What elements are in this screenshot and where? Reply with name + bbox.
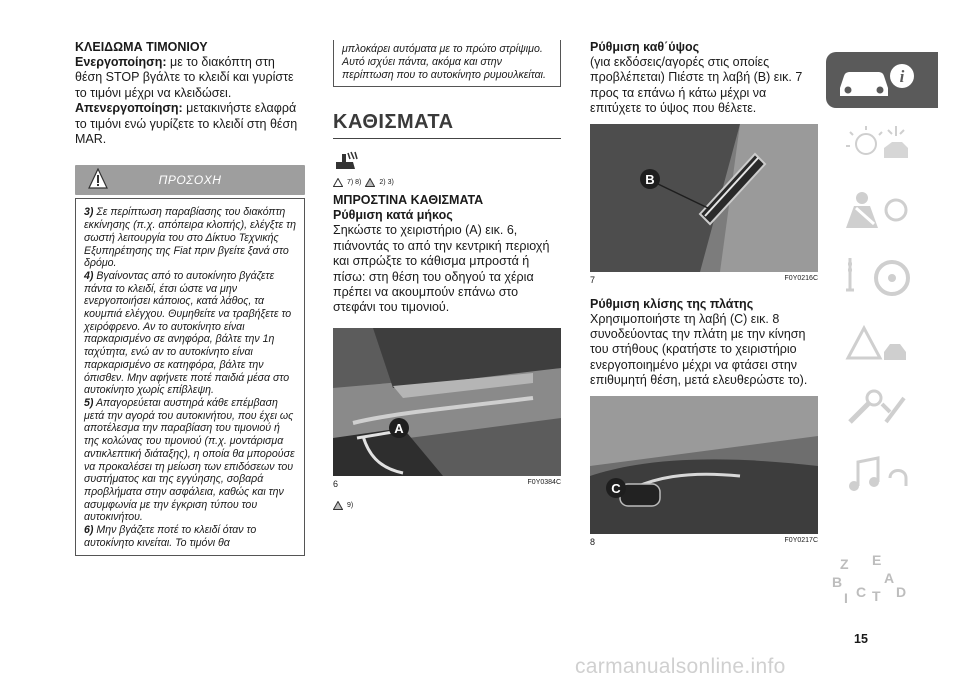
deactivation-paragraph bbox=[75, 101, 305, 147]
tab-index[interactable] bbox=[826, 550, 938, 606]
warning-item: 6) Μην βγάζετε ποτέ το κλειδί όταν το αυτοκίνητο κινείται. Το τιμόνι θα bbox=[84, 524, 257, 549]
column-left bbox=[75, 40, 305, 556]
maintenance-icon bbox=[826, 382, 938, 438]
figure-8-number: 8 bbox=[590, 536, 596, 547]
warning-item: 4) Βγαίνοντας από το αυτοκίνητο βγάζετε πάντα το κλειδί, έτσι ώστε να μην ενεργοποιήσει κάποιος, κατά λάθος, τα κουμπιά ελέγχου. Θυμηθείτε να τραβήξετε το χειρόφρενο. Αν το αυτοκίνητο είναι παρκαρισμένο σε ανηφόρα, βάλτε την 1η ταχύτητα, ενώ αν το αυτοκίνητο είναι παρκαρισμένο σε κατηφόρα, βάλτε την όπισθεν. Μην αφήνετε ποτέ παιδιά μέσα στο αυτοκίνητο χωρίς επίβλεψη. bbox=[84, 269, 292, 397]
caution-triangle-icon bbox=[365, 178, 375, 187]
index-letter: I bbox=[844, 590, 848, 606]
warning-refs: 7) 8) bbox=[347, 179, 362, 187]
index-letter: D bbox=[896, 584, 907, 600]
figure-6-caption bbox=[333, 479, 561, 489]
warning-item: 3) Σε περίπτωση παραβίασης του διακόπτη εκκίνησης (π.χ. απόπειρα κλοπής), ελέγξτε τη σωστή λειτουργία του στο Δίκτυο Τεχνικής Εξυπηρέτησης της Fiat πριν βγείτε ξανά στο δρόμο. bbox=[84, 206, 296, 270]
figure-7-number: 7 bbox=[590, 274, 596, 285]
emergency-icon bbox=[826, 316, 938, 372]
tilt-adjust-text: Χρησιμοποιήστε τη λαβή (C) εικ. 8 συνοδεύοντας την πλάτη με την κίνηση του στήθους (κρατήστε το χειριστήριο ενεργοποιημένο μέχρι να φτάσει στην επιθυμητή θέση, μετά ελευθερώστε το). bbox=[590, 311, 808, 388]
page-number: 15 bbox=[854, 632, 868, 646]
section-rule bbox=[333, 138, 561, 139]
tab-warning-lights[interactable] bbox=[826, 118, 938, 174]
warning-continuation-text: μπλοκάρει αυτόματα με το πρώτο στρίψιμο. Αυτό ισχύει πάντα, ακόμα και στην περίπτωση που το αυτοκίνητο ρυμουλκείται. bbox=[342, 43, 546, 81]
references-row-bottom bbox=[333, 501, 561, 510]
figure-8-code: F0Y0217C bbox=[784, 536, 818, 544]
tab-emergency[interactable] bbox=[826, 316, 938, 372]
warning-continuation-box bbox=[333, 40, 561, 87]
deactivation-label: Απενεργοποίηση: bbox=[75, 101, 183, 116]
caution-triangle-icon bbox=[333, 501, 343, 510]
figure-7-caption bbox=[590, 275, 818, 285]
figure-8-image bbox=[590, 396, 818, 534]
figure-6-code: F0Y0384C bbox=[527, 478, 561, 486]
safety-airbag-icon bbox=[826, 184, 938, 240]
figure-6-callout: A bbox=[394, 420, 404, 436]
figure-7-callout: B bbox=[645, 171, 655, 187]
warning-header bbox=[75, 165, 305, 195]
tab-safety[interactable] bbox=[826, 184, 938, 240]
longitudinal-adjust-text: Σηκώστε το χειριστήριο (A) εικ. 6, πιάνοντάς το από την κεντρική περιοχή και σπρώξτε το κάθισμα μπροστά ή πίσω: στη θέση του οδηγού τα χέρια πρέπει να ακουμπούν επάνω στο στεφάνι του τιμονιού. bbox=[333, 223, 550, 315]
section-title: ΚΑΘΙΣΜΑΤΑ bbox=[333, 111, 454, 134]
warning-box bbox=[75, 198, 305, 556]
references-row bbox=[333, 178, 561, 187]
car-info-icon bbox=[826, 52, 938, 108]
activation-label: Ενεργοποίηση: bbox=[75, 55, 167, 69]
figure-7-code: F0Y0216C bbox=[784, 274, 818, 282]
svg-text:i: i bbox=[899, 67, 905, 86]
warning-item: 5) Απαγορεύεται αυστηρά κάθε επέμβαση μετά την αγορά του αυτοκινήτου, που έχει ως αποτέλεσμα την παραβίαση του τιμονιού ή της κολώνας του τιμονιού (π.χ. μοντάρισμα αντικλεπτική διάταξης), η οποία θα μπορούσε να προκαλέσει τη μείωση των επιδόσεων του συστήματος και της εγγύησης, σοβαρά προβλήματα στην ασφάλεια, καθώς και την ασυμφωνία με την έγκριση τύπου του αυτοκινήτου. bbox=[84, 396, 295, 524]
warning-lights-icon bbox=[826, 118, 938, 174]
tab-starting-driving[interactable] bbox=[826, 250, 938, 306]
seat-lever-illustration bbox=[590, 124, 818, 272]
caution-refs: 2) 3) bbox=[379, 179, 394, 187]
steering-start-icon bbox=[826, 250, 938, 306]
figure-6-number: 6 bbox=[333, 478, 339, 489]
longitudinal-adjust-heading: Ρύθμιση κατά μήκος bbox=[333, 208, 453, 223]
caution-ref: 9) bbox=[347, 501, 354, 509]
column-middle bbox=[333, 40, 561, 510]
warning-title: ΠΡΟΣΟΧΗ bbox=[158, 173, 222, 188]
index-letter: T bbox=[872, 588, 881, 604]
figure-8-caption bbox=[590, 537, 818, 547]
index-letter: E bbox=[872, 552, 882, 568]
tilt-adjust-heading: Ρύθμιση κλίσης της πλάτης bbox=[590, 296, 754, 311]
index-letter: Z bbox=[840, 556, 849, 572]
index-letter: B bbox=[832, 574, 843, 590]
tab-car-info[interactable] bbox=[826, 52, 938, 108]
activation-paragraph bbox=[75, 55, 305, 101]
tab-multimedia[interactable] bbox=[826, 448, 938, 504]
index-letter: A bbox=[884, 570, 895, 586]
watermark: carmanualsonline.info bbox=[575, 655, 786, 678]
figure-7-image bbox=[590, 124, 818, 272]
height-adjust-text: (για εκδόσεις/αγορές στις οποίες προβλέπεται) Πιέστε τη λαβή (B) εικ. 7 προς τα επάνω ή κάτω μέχρι να επιτύχετε το ύψος που θέλετε. bbox=[590, 55, 803, 116]
multimedia-icon bbox=[826, 448, 938, 504]
steering-lock-heading: ΚΛΕΙΔΩΜΑ ΤΙΜΟΝΙΟΥ bbox=[75, 40, 208, 54]
front-seats-heading: ΜΠΡΟΣΤΙΝΑ ΚΑΘΙΣΜΑΤΑ bbox=[333, 193, 484, 208]
seat-icon bbox=[333, 149, 359, 171]
warning-triangle-icon bbox=[333, 178, 343, 187]
activation-text: με το διακόπτη στη θέση STOP βγάλτε το κλειδί και γυρίστε το τιμόνι μέχρι να κλειδώσει. bbox=[75, 55, 294, 100]
seat-rail-illustration bbox=[333, 328, 561, 476]
figure-8-callout: C bbox=[611, 480, 621, 496]
column-right bbox=[590, 40, 818, 547]
deactivation-text: μετακινήστε ελαφρά το τιμόνι ενώ γυρίζετε το κλειδί στη θέση MAR. bbox=[75, 101, 298, 147]
index-letter: C bbox=[856, 584, 867, 600]
height-adjust-heading: Ρύθμιση καθ΄ύψος bbox=[590, 40, 700, 54]
tab-maintenance[interactable] bbox=[826, 382, 938, 438]
backrest-lever-illustration bbox=[590, 396, 818, 534]
figure-6-image bbox=[333, 328, 561, 476]
